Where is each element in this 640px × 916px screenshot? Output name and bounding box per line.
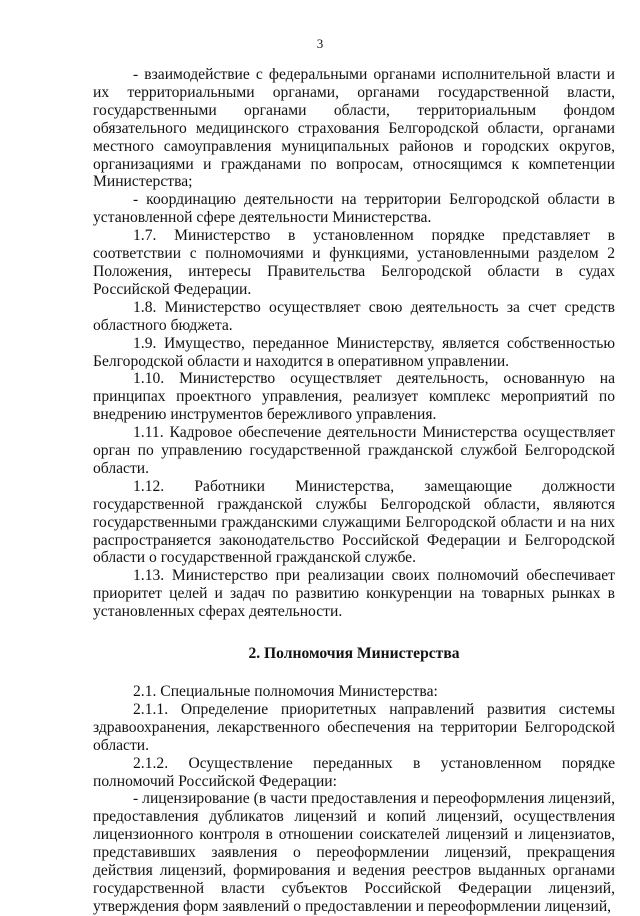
paragraph: 1.10. Министерство осуществляет деятельность, основанную на принципах проектного управления, реализует комплекс мероприятий по внедрению инструментов бережливого управления. [93,370,615,424]
paragraph: 2.1.2. Осуществление переданных в установленном порядке полномочий Российской Федерации: [93,754,615,790]
paragraph: 1.12. Работники Министерства, замещающие должности государственной гражданской службы Белгородской области, являются государственными гражданскими служащими Белгородской области и на них распространяется законодательство Российской Федерации и Белгородской области о государственной гражданской службе. [93,477,615,567]
paragraph: - лицензирование (в части предоставления и переоформления лицензий, предоставления дубликатов лицензий и копий лицензий, осуществления лицензионного контроля в отношении соискателей лицензий и лицензиатов, представивших заявления о переоформлении лицензий, прекращения действия лицензий, формирования и ведения реестров выданных органами государственной власти субъектов Российской Федерации лицензий, утверждения форм заявлений о предоставлении и переоформлении лицензий, [93,790,615,915]
paragraph: - взаимодействие с федеральными органами исполнительной власти и их территориальными органами, органами государственной власти, государственными органами области, территориальным фондом обязательного медицинского страхования Белгородской области, органами местного самоуправления муниципальных районов и городских округов, организациями и гражданами по вопросам, относящимся к компетенции Министерства; [93,66,615,191]
section-heading: 2. Полномочия Министерства [248,645,460,663]
paragraph: 1.7. Министерство в установленном порядке представляет в соответствии с полномочиями и функциями, установленными разделом 2 Положения, интересы Правительства Белгородской области в судах Российской Федерации. [93,227,615,298]
paragraph: 1.9. Имущество, переданное Министерству, является собственностью Белгородской области и находится в оперативном управлении. [93,334,615,370]
paragraph: 1.11. Кадровое обеспечение деятельности Министерства осуществляет орган по управлению государственной гражданской службой Белгородской области. [93,424,615,477]
page-number: 3 [316,36,324,51]
document-body [93,66,615,916]
paragraph: 1.13. Министерство при реализации своих полномочий обеспечивает приоритет целей и задач по развитию конкуренции на товарных рынках в установленных сферах деятельности. [93,567,615,621]
paragraph: - координацию деятельности на территории Белгородской области в установленной сфере деятельности Министерства. [93,191,615,227]
paragraph: 2.1. Специальные полномочия Министерства: [133,683,438,700]
paragraph: 2.1.1. Определение приоритетных направлений развития системы здравоохранения, лекарственного обеспечения на территории Белгородской области. [93,700,615,754]
paragraph: 1.8. Министерство осуществляет свою деятельность за счет средств областного бюджета. [93,298,615,334]
